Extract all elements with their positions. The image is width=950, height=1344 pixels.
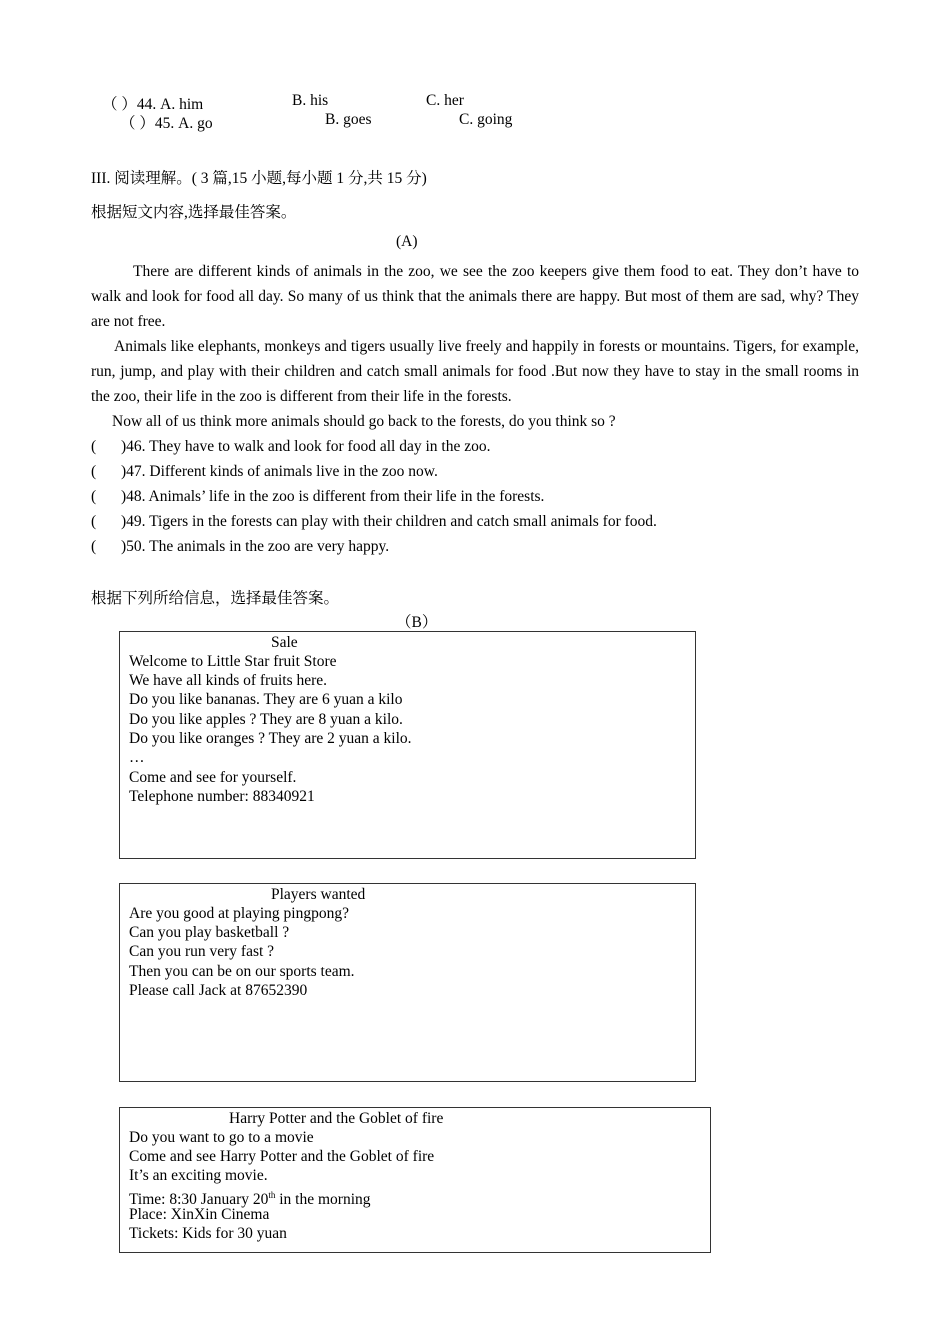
q45-option-c: C. going — [459, 111, 513, 128]
passage-b-label: （B） — [396, 614, 438, 631]
sale-line: Telephone number: 88340921 — [129, 788, 315, 805]
sale-line: Do you like apples ? They are 8 yuan a kilo. — [129, 711, 403, 728]
movie-place: Place: XinXin Cinema — [129, 1206, 270, 1223]
sale-line: Do you like oranges ? They are 2 yuan a kilo. — [129, 730, 412, 747]
players-line: Please call Jack at 87652390 — [129, 982, 308, 999]
q44-option-c: C. her — [426, 92, 464, 109]
section-heading: III. 阅读理解。( 3 篇,15 小题,每小题 1 分,共 15 分) — [91, 170, 427, 187]
passage-a-paragraph-1: There are different kinds of animals in the zoo, we see the zoo keepers give them food to eat. They don’t have to walk and look for food all day. So many of us think that the animals there are happy. But most of them are sad, why? They are not free. — [91, 263, 859, 330]
question-text: )49. Tigers in the forests can play with their children and catch small animals for food. — [121, 513, 657, 530]
sale-line: … — [129, 749, 145, 766]
passage-b-instruction: 根据下列所给信息，选择最佳答案。 — [91, 590, 340, 607]
question-text: )50. The animals in the zoo are very happy. — [121, 538, 390, 555]
movie-notice-box — [119, 1107, 711, 1253]
question-47 — [91, 459, 438, 484]
passage-a-label: (A) — [396, 233, 418, 250]
players-line: Then you can be on our sports team. — [129, 963, 355, 980]
q45-option-a: 45. A. go — [154, 115, 213, 132]
question-text: )47. Different kinds of animals live in the zoo now. — [121, 463, 438, 480]
answer-paren: （ ） — [102, 96, 137, 113]
players-line: Can you run very fast ? — [129, 943, 275, 960]
sale-line: Welcome to Little Star fruit Store — [129, 653, 337, 670]
answer-paren[interactable]: ( — [91, 538, 97, 555]
players-line: Can you play basketball ? — [129, 924, 290, 941]
movie-tickets: Tickets: Kids for 30 yuan — [129, 1225, 287, 1242]
choice-q45 — [120, 111, 213, 133]
players-title: Players wanted — [271, 886, 366, 903]
time-text: Time: 8:30 January 20 — [129, 1191, 269, 1209]
question-text: )46. They have to walk and look for food all day in the zoo. — [121, 438, 491, 455]
question-text: )48. Animals’ life in the zoo is different from their life in the forests. — [121, 488, 545, 505]
q45-option-b: B. goes — [325, 111, 372, 128]
question-49 — [91, 509, 657, 534]
q44-option-a: 44. A. him — [136, 96, 204, 113]
movie-title: Harry Potter and the Goblet of fire — [229, 1110, 444, 1127]
passage-a-paragraph-2: Animals like elephants, monkeys and tigers usually live freely and happily in forests or mountains. Tigers, for example, run, jump, and play with their children and catch small animals for food .But now they have to stay in the small rooms in the zoo, their life in the zoo is different from their life in the forests. — [91, 338, 859, 405]
answer-paren[interactable]: ( — [91, 463, 97, 480]
question-48 — [91, 484, 544, 509]
answer-paren[interactable]: ( — [91, 488, 97, 505]
sale-notice-box — [119, 631, 696, 859]
answer-paren: （ ） — [120, 115, 155, 132]
movie-line: Come and see Harry Potter and the Goblet of fire — [129, 1148, 435, 1165]
ordinal-suffix: th — [268, 1190, 276, 1200]
answer-paren[interactable]: ( — [91, 513, 97, 530]
time-suffix: in the morning — [275, 1191, 371, 1209]
sale-line: We have all kinds of fruits here. — [129, 672, 328, 689]
section-instruction: 根据短文内容,选择最佳答案。 — [91, 204, 297, 221]
passage-a-paragraph-3: Now all of us think more animals should go back to the forests, do you think so ? — [112, 413, 616, 430]
movie-line: Do you want to go to a movie — [129, 1129, 314, 1146]
sale-line: Do you like bananas. They are 6 yuan a kilo — [129, 691, 403, 708]
question-50 — [91, 534, 389, 559]
players-wanted-box — [119, 883, 696, 1082]
players-line: Are you good at playing pingpong? — [129, 905, 349, 922]
movie-line: It’s an exciting movie. — [129, 1167, 268, 1184]
q44-option-b: B. his — [292, 92, 329, 109]
sale-title: Sale — [271, 634, 298, 651]
question-46 — [91, 434, 490, 459]
sale-line: Come and see for yourself. — [129, 769, 297, 786]
answer-paren[interactable]: ( — [91, 438, 97, 455]
